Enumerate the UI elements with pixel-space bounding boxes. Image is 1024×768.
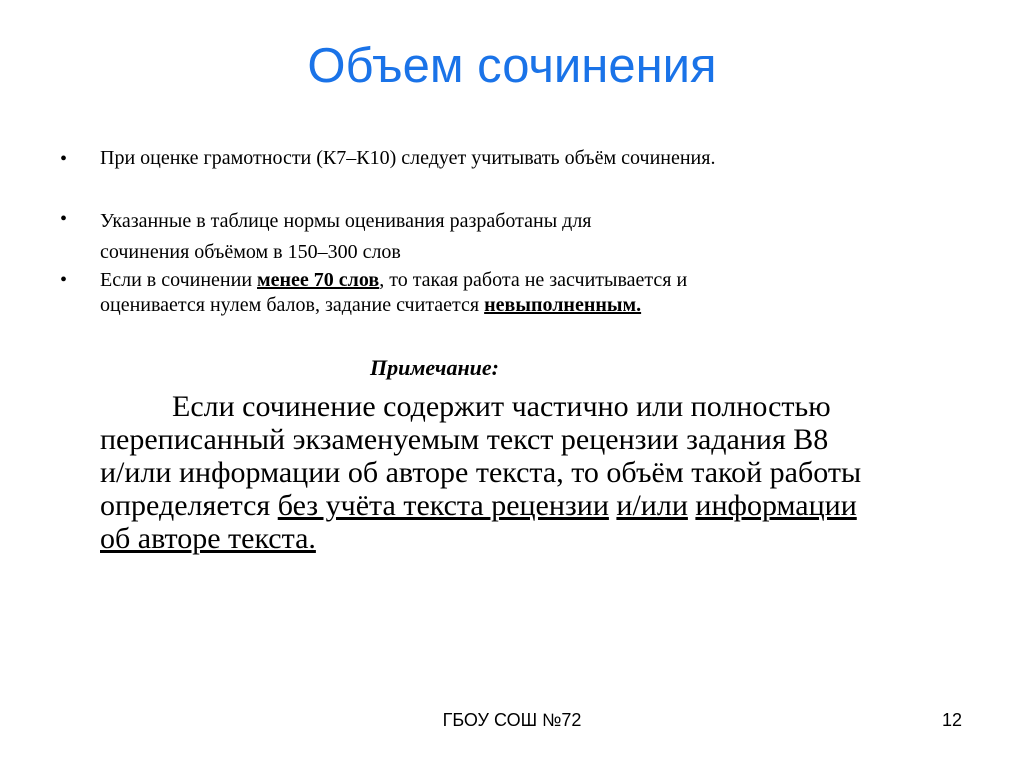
bullet-3-line-1-end: , то такая работа не засчитывается и xyxy=(379,269,688,291)
note-line-1: Если сочинение содержит частично или полностью xyxy=(172,390,831,423)
bullet-text-3 xyxy=(100,268,687,318)
note-underline-information: информации xyxy=(695,489,857,522)
bullet-text-2 xyxy=(100,206,592,268)
bullet-2-line-2: сочинения объёмом в 150–300 слов xyxy=(100,241,401,263)
note-label: Примечание: xyxy=(370,355,499,380)
bullet-3-line-1 xyxy=(100,268,687,293)
bullet-1-line-1: При оценке грамотности (К7–К10) следует учитывать объём сочинения. xyxy=(100,147,716,169)
bullet-3-line-1-start: Если в сочинении xyxy=(100,269,258,291)
footer-school: ГБОУ СОШ №72 xyxy=(442,710,582,730)
slide-title: Объем сочинения xyxy=(307,39,717,93)
bullet-marker-1: • xyxy=(60,148,68,170)
bullet-3-line-2-start: оценивается нулем балов, задание считается xyxy=(100,294,485,316)
bullet-3-emphasis-status: невыполненным. xyxy=(484,294,642,316)
note-underline-andor: и/или xyxy=(616,489,688,522)
note-line-5 xyxy=(100,522,990,555)
bullet-marker-3: • xyxy=(60,269,68,291)
note-line-4 xyxy=(100,489,990,522)
bullet-text-1 xyxy=(100,146,715,171)
bullet-2-line-1: Указанные в таблице нормы оценивания разработаны для xyxy=(100,210,592,232)
note-underline-review: без учёта текста рецензии xyxy=(277,489,609,522)
note-line-4-start: определяется xyxy=(100,489,278,522)
note-body xyxy=(100,390,990,555)
bullet-3-line-2 xyxy=(100,293,687,318)
note-line-2: переписанный экзаменуемым текст рецензии задания В8 xyxy=(100,423,829,456)
bullet-3-emphasis-word-count: менее 70 слов xyxy=(257,269,380,291)
bullet-marker-2: • xyxy=(60,208,68,230)
note-line-3: и/или информации об авторе текста, то объём такой работы xyxy=(100,456,862,489)
note-underline-author: об авторе текста. xyxy=(100,522,316,555)
page-number: 12 xyxy=(941,710,962,730)
